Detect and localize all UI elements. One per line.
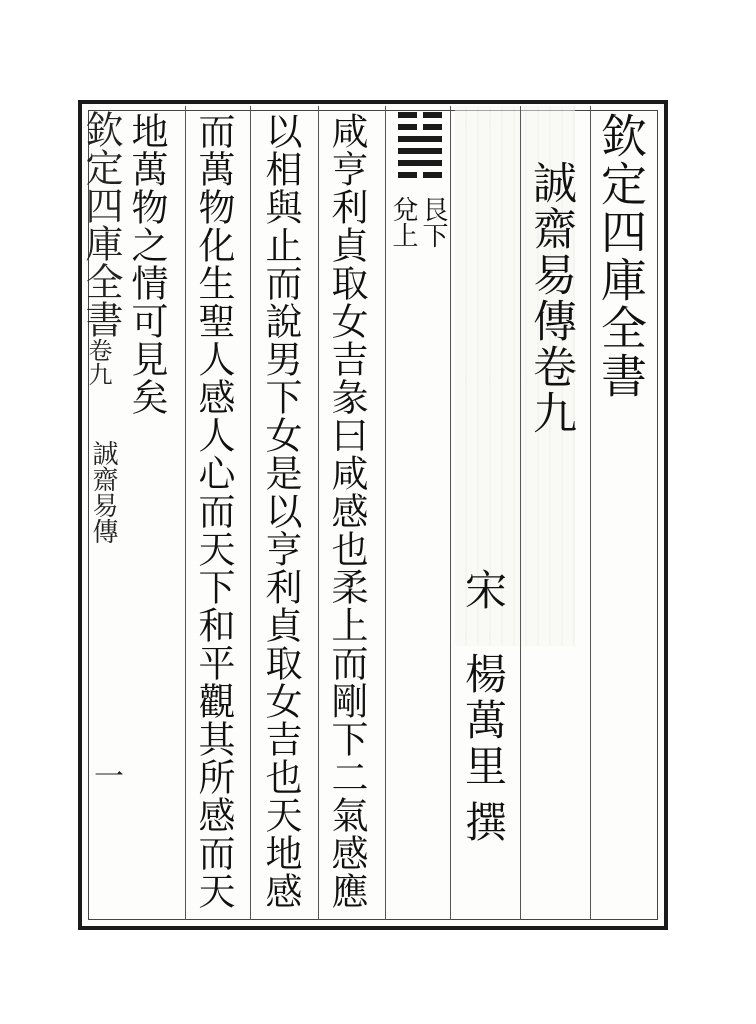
margin-page-number: 一 bbox=[88, 760, 123, 790]
hexagram-xian-symbol bbox=[398, 112, 442, 184]
column-rule bbox=[318, 106, 319, 920]
column-rule bbox=[590, 106, 591, 920]
hexagram-line-broken bbox=[398, 172, 442, 178]
margin-juan-marker: 卷九 bbox=[84, 338, 112, 386]
column-rule bbox=[520, 106, 521, 920]
book-title: 誠齋易傳卷九 bbox=[525, 160, 576, 436]
upper-trigram-label: 兌上 bbox=[388, 196, 418, 248]
body-text-column-2: 以相與止而說男下女是以亨利貞取女吉也天地感 bbox=[259, 112, 302, 910]
hexagram-line-solid bbox=[398, 136, 442, 142]
column-rule bbox=[250, 106, 251, 920]
hexagram-line-solid bbox=[398, 160, 442, 166]
author-name: 楊萬里 bbox=[459, 652, 508, 790]
hexagram-line-solid bbox=[398, 148, 442, 154]
body-text-column-4: 地萬物之情可見矣 bbox=[125, 112, 168, 416]
column-rule bbox=[385, 106, 386, 920]
author-dynasty: 宋 bbox=[459, 568, 508, 610]
collection-title: 欽定四庫全書 bbox=[594, 112, 648, 400]
body-text-column-3: 而萬物化生聖人感人心而天下和平觀其所感而天 bbox=[192, 112, 235, 910]
margin-collection-title: 欽定四庫全書 bbox=[79, 110, 123, 338]
body-text-column-1: 咸亨利貞取女吉彖曰咸感也柔上而剛下二氣感應 bbox=[325, 112, 368, 910]
column-rule bbox=[185, 106, 186, 920]
hexagram-line-broken bbox=[398, 112, 442, 118]
author-role: 撰 bbox=[459, 800, 508, 842]
hexagram-line-broken bbox=[398, 124, 442, 130]
margin-book-short-title: 誠齋易傳 bbox=[88, 440, 118, 544]
column-rule bbox=[450, 106, 451, 920]
lower-trigram-label: 艮下 bbox=[418, 196, 448, 248]
